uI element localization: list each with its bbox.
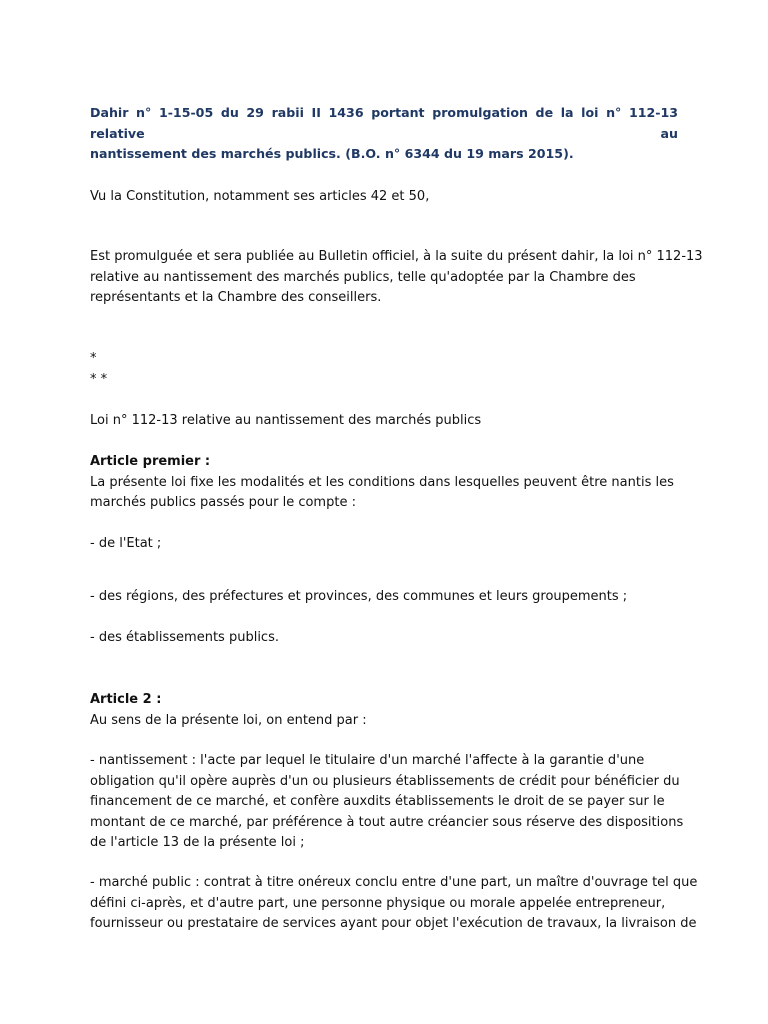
def-nantissement-line-2: obligation qu'il opère auprès d'un ou plusieurs établissements de crédit pour bénéficier du [90,773,680,789]
article-2-intro: Au sens de la présente loi, on entend par : [90,712,367,728]
article-2 [90,690,367,731]
promulgation-line-2: relative au nantissement des marchés publics, telle qu'adoptée par la Chambre des [90,269,636,285]
document-title [90,103,678,165]
article-2-heading: Article 2 : [90,692,162,707]
article-1 [90,452,674,514]
article-1-item-regions: - des régions, des préfectures et provinces, des communes et leurs groupements ; [90,589,628,604]
def-nantissement-line-3: financement de ce marché, et confère auxdits établissements le droit de se payer sur le [90,794,665,809]
title-line-2: nantissement des marchés publics. (B.O. n° 6344 du 19 mars 2015). [90,146,574,161]
def-nantissement-line-1: - nantissement : l'acte par lequel le titulaire d'un marché l'affecte à la garantie d'une [90,753,645,768]
promulgation-paragraph [90,247,703,309]
article-1-heading: Article premier : [90,454,211,469]
article-2-definition-nantissement [90,751,683,854]
article-1-line-1: La présente loi fixe les modalités et les conditions dans lesquelles peuvent être nantis les [90,474,674,490]
def-marche-line-2: défini ci-après, et d'autre part, une personne physique ou morale appelée entrepreneur, [90,895,666,911]
article-1-item-etablissements: - des établissements publics. [90,630,279,645]
def-marche-line-3: fournisseur ou prestataire de services ayant pour objet l'exécution de travaux, la livraison de [90,916,697,931]
def-nantissement-line-5: de l'article 13 de la présente loi ; [90,835,305,850]
title-line-1: Dahir n° 1-15-05 du 29 rabii II 1436 portant promulgation de la loi n° 112-13 relative au [90,105,678,141]
article-1-line-2: marchés publics passés pour le compte : [90,495,356,510]
article-2-definition-marche-public [90,873,697,935]
promulgation-line-3: représentants et la Chambre des conseillers. [90,290,382,305]
separator-line-1: * [90,351,97,366]
promulgation-line-1: Est promulguée et sera publiée au Bulletin officiel, à la suite du présent dahir, la loi n° 112-13 [90,249,703,264]
def-nantissement-line-4: montant de ce marché, par préférence à tout autre créancier sous réserve des dispositions [90,814,684,830]
vu-constitution: Vu la Constitution, notamment ses articles 42 et 50, [90,189,430,204]
def-marche-line-1: - marché public : contrat à titre onéreux conclu entre d'une part, un maître d'ouvrage tel que [90,875,698,890]
article-1-item-etat: - de l'Etat ; [90,536,162,551]
separator [90,349,107,390]
law-heading: Loi n° 112-13 relative au nantissement des marchés publics [90,413,482,428]
separator-line-2: * * [90,371,108,387]
